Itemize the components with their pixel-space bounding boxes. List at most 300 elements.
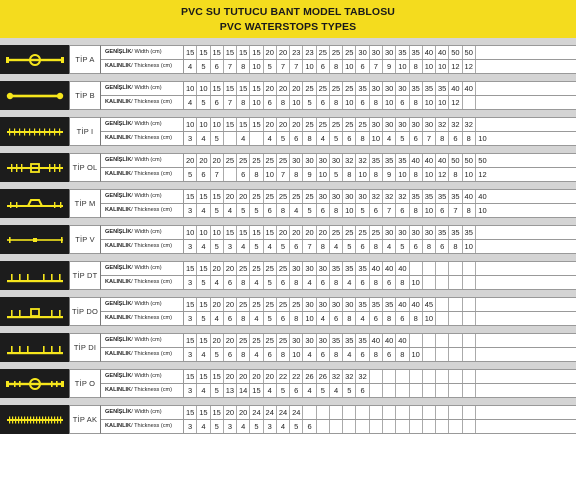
table-cell: 20 <box>224 406 237 419</box>
type-name: TİP A <box>69 45 101 74</box>
table-cell: 15 <box>197 370 210 383</box>
table-cell: 15 <box>224 46 237 59</box>
table-cell: 35 <box>343 334 356 347</box>
table-cell: 35 <box>370 154 383 167</box>
table-cell: 50 <box>463 46 476 59</box>
width-row-label <box>101 370 184 383</box>
table-cell: 8 <box>423 240 436 254</box>
table-cell: 6 <box>237 168 250 182</box>
table-cell: 6 <box>290 240 303 254</box>
table-cell <box>463 298 476 311</box>
table-cell: 3 <box>184 204 197 218</box>
table-cell <box>476 334 489 347</box>
table-cell: 15 <box>197 46 210 59</box>
row-separator <box>0 290 576 297</box>
table-cell: 25 <box>277 154 290 167</box>
width-row-label <box>101 262 184 275</box>
table-cell: 6 <box>264 204 277 218</box>
table-cell: 32 <box>383 190 396 203</box>
table-cell <box>396 420 409 434</box>
table-cell: 15 <box>250 46 263 59</box>
table-cell: 30 <box>396 118 409 131</box>
table-cell: 10 <box>410 276 423 290</box>
thickness-row <box>101 276 576 291</box>
table-cell: 6 <box>264 348 277 362</box>
table-cell: 15 <box>250 118 263 131</box>
table-cell: 15 <box>184 406 197 419</box>
table-cell: 10 <box>383 96 396 110</box>
multi-rib-profile-icon <box>4 410 66 430</box>
table-cell: 5 <box>197 60 210 74</box>
table-cell: 25 <box>330 118 343 131</box>
table-cell: 8 <box>237 60 250 74</box>
table-cell: 10 <box>423 204 436 218</box>
table-cell: 30 <box>303 154 316 167</box>
table-cell: 3 <box>184 240 197 254</box>
table-cell: 20 <box>290 118 303 131</box>
table-cell: 35 <box>343 262 356 275</box>
table-cell: 25 <box>303 82 316 95</box>
width-row-label <box>101 118 184 131</box>
table-cell: 50 <box>478 155 487 165</box>
thickness-row-label-tr: KALINLIK <box>105 279 132 286</box>
table-cell: 40 <box>436 46 449 59</box>
table-cell: 6 <box>410 132 423 146</box>
table-cell: 25 <box>264 262 277 275</box>
table-cell <box>370 420 383 434</box>
width-row-label-en: / Width (cm) <box>131 157 162 164</box>
thickness-row-label-en: / Thickness (cm) <box>131 279 173 286</box>
table-cell: 8 <box>330 276 343 290</box>
table-cell: 10 <box>356 168 369 182</box>
table-cell: 6 <box>211 60 224 74</box>
table-cell: 12 <box>449 96 462 110</box>
profile-image <box>0 405 69 434</box>
table-cell <box>224 168 237 182</box>
table-cell: 8 <box>303 132 316 146</box>
table-cell: 6 <box>330 312 343 326</box>
table-cell: 20 <box>211 334 224 347</box>
thickness-row <box>101 240 576 255</box>
waterstop-type-row <box>0 369 576 398</box>
table-cell: 8 <box>370 240 383 254</box>
table-cell: 35 <box>383 298 396 311</box>
table-cell <box>410 334 423 347</box>
table-cell: 5 <box>303 204 316 218</box>
table-cell: 30 <box>330 190 343 203</box>
table-cell: 40 <box>383 334 396 347</box>
table-cell: 25 <box>264 334 277 347</box>
external-center-profile-icon <box>4 302 66 322</box>
center-hump-profile-icon <box>4 194 66 214</box>
table-cell: 32 <box>463 118 476 131</box>
table-cell: 6 <box>396 96 409 110</box>
table-cell: 35 <box>410 46 423 59</box>
table-cell: 3 <box>184 276 197 290</box>
table-cell: 30 <box>317 154 330 167</box>
table-cell: 15 <box>197 334 210 347</box>
table-cell <box>436 276 449 290</box>
table-cell: 30 <box>303 262 316 275</box>
width-row-label-tr: GENİŞLİK <box>105 85 132 92</box>
width-row <box>101 81 576 96</box>
table-cell: 7 <box>423 132 436 146</box>
table-cell <box>436 384 449 398</box>
table-cell <box>476 46 489 59</box>
table-cell: 25 <box>343 46 356 59</box>
table-cell: 10 <box>410 348 423 362</box>
table-cell: 40 <box>423 46 436 59</box>
table-cell: 25 <box>237 334 250 347</box>
ribbed-profile-icon <box>4 122 66 142</box>
profile-image <box>0 225 69 254</box>
type-name: TİP DT <box>69 261 101 290</box>
table-cell: 26 <box>317 370 330 383</box>
table-cell: 24 <box>250 406 263 419</box>
table-cell: 40 <box>463 190 476 203</box>
table-cell: 40 <box>383 262 396 275</box>
table-cell: 35 <box>449 190 462 203</box>
table-cell <box>410 384 423 398</box>
table-cell: 30 <box>290 154 303 167</box>
width-row-label <box>101 46 184 59</box>
table-cell: 10 <box>197 226 210 239</box>
profile-image <box>0 333 69 362</box>
table-cell <box>476 312 489 326</box>
width-row <box>101 405 576 420</box>
table-cell: 25 <box>317 46 330 59</box>
table-cell: 40 <box>478 191 487 201</box>
table-cell: 23 <box>303 46 316 59</box>
table-cell <box>383 370 396 383</box>
table-cell: 8 <box>436 132 449 146</box>
table-cell <box>436 262 449 275</box>
table-cell <box>436 312 449 326</box>
table-cell: 4 <box>237 420 250 434</box>
waterstop-type-row <box>0 45 576 74</box>
thickness-row-label <box>101 60 184 74</box>
table-cell: 25 <box>290 298 303 311</box>
table-cell: 20 <box>264 118 277 131</box>
type-name: TİP O <box>69 369 101 398</box>
thickness-row-label <box>101 420 184 434</box>
center-bulb-dilation-profile-icon <box>4 230 66 250</box>
table-cell: 24 <box>277 406 290 419</box>
table-cell: 3 <box>224 240 237 254</box>
table-cell: 32 <box>396 190 409 203</box>
table-cell: 5 <box>211 420 224 434</box>
table-cell: 25 <box>224 154 237 167</box>
table-cell: 10 <box>317 168 330 182</box>
table-cell: 7 <box>277 60 290 74</box>
thickness-row-label-en: / Thickness (cm) <box>131 423 173 430</box>
thickness-row-label-en: / Thickness (cm) <box>131 171 173 178</box>
thickness-row-label <box>101 312 184 326</box>
table-cell: 4 <box>250 312 263 326</box>
table-cell: 6 <box>317 60 330 74</box>
table-cell: 15 <box>197 190 210 203</box>
table-cell: 10 <box>436 96 449 110</box>
table-cell: 15 <box>237 226 250 239</box>
profile-image <box>0 369 69 398</box>
external-ribbed-small-profile-icon <box>4 338 66 358</box>
table-cell <box>423 334 436 347</box>
table-cell: 6 <box>317 204 330 218</box>
table-cell: 30 <box>396 226 409 239</box>
width-row-label-en: / Width (cm) <box>131 301 162 308</box>
table-cell <box>449 276 462 290</box>
table-cell <box>476 348 489 362</box>
profile-image <box>0 81 69 110</box>
table-cell: 25 <box>250 334 263 347</box>
table-cell: 20 <box>264 46 277 59</box>
thickness-row-label-tr: KALINLIK <box>105 99 132 106</box>
table-cell: 4 <box>211 276 224 290</box>
thickness-row <box>101 420 576 435</box>
table-cell: 4 <box>197 132 210 146</box>
table-cell: 40 <box>396 262 409 275</box>
table-cell <box>463 96 476 110</box>
table-cell: 4 <box>356 312 369 326</box>
table-cell: 4 <box>250 348 263 362</box>
table-cell: 8 <box>250 168 263 182</box>
table-cell: 6 <box>356 96 369 110</box>
table-cell: 6 <box>356 60 369 74</box>
table-cell: 10 <box>463 168 476 182</box>
width-row <box>101 369 576 384</box>
table-cell: 6 <box>317 96 330 110</box>
table-cell: 5 <box>396 132 409 146</box>
width-row <box>101 189 576 204</box>
table-cell: 4 <box>264 132 277 146</box>
table-cell <box>370 370 383 383</box>
table-cell: 15 <box>184 46 197 59</box>
table-cell <box>476 370 489 383</box>
table-cell: 25 <box>250 190 263 203</box>
table-cell: 35 <box>463 226 476 239</box>
width-row-label-en: / Width (cm) <box>131 337 162 344</box>
table-cell: 4 <box>303 348 316 362</box>
width-row-label-tr: GENİŞLİK <box>105 301 132 308</box>
table-cell: 8 <box>330 96 343 110</box>
table-cell <box>423 384 436 398</box>
table-cell: 20 <box>277 46 290 59</box>
table-cell <box>383 406 396 419</box>
width-row <box>101 333 576 348</box>
table-cell: 35 <box>436 226 449 239</box>
table-cell: 35 <box>410 82 423 95</box>
table-cell: 15 <box>237 82 250 95</box>
width-row-label-tr: GENİŞLİK <box>105 409 132 416</box>
table-cell <box>436 370 449 383</box>
table-cell: 20 <box>290 226 303 239</box>
bulb-center-ribbed-profile-icon <box>4 374 66 394</box>
thickness-row-label-tr: KALINLIK <box>105 63 132 70</box>
table-cell: 6 <box>370 312 383 326</box>
profile-image <box>0 45 69 74</box>
table-cell: 5 <box>197 276 210 290</box>
table-cell <box>436 298 449 311</box>
table-cell: 25 <box>343 226 356 239</box>
type-name: TİP M <box>69 189 101 218</box>
width-row-label <box>101 190 184 203</box>
table-cell: 10 <box>211 118 224 131</box>
thickness-row-label <box>101 348 184 362</box>
table-cell: 8 <box>290 276 303 290</box>
table-cell: 5 <box>211 204 224 218</box>
row-separator <box>0 254 576 261</box>
table-cell: 6 <box>317 276 330 290</box>
table-cell: 4 <box>184 60 197 74</box>
waterstop-type-row <box>0 225 576 254</box>
table-cell: 14 <box>237 384 250 398</box>
table-cell: 8 <box>343 168 356 182</box>
table-cell: 12 <box>463 60 476 74</box>
table-cell <box>410 420 423 434</box>
table-cell <box>370 406 383 419</box>
table-cell: 25 <box>303 118 316 131</box>
table-cell: 10 <box>290 96 303 110</box>
table-cell <box>410 262 423 275</box>
table-cell: 7 <box>211 168 224 182</box>
width-row <box>101 261 576 276</box>
table-cell: 8 <box>277 348 290 362</box>
table-cell: 15 <box>197 406 210 419</box>
table-cell: 6 <box>224 276 237 290</box>
table-cell: 5 <box>356 204 369 218</box>
table-cell: 5 <box>264 60 277 74</box>
table-cell: 15 <box>237 46 250 59</box>
waterstop-type-row <box>0 405 576 434</box>
table-cell <box>423 262 436 275</box>
table-cell: 6 <box>383 276 396 290</box>
table-cell: 4 <box>330 384 343 398</box>
table-cell: 15 <box>184 334 197 347</box>
table-cell: 10 <box>370 132 383 146</box>
table-cell: 32 <box>356 370 369 383</box>
table-cell: 6 <box>356 276 369 290</box>
table-cell: 25 <box>237 298 250 311</box>
table-cell <box>463 406 476 419</box>
external-ribbed-profile-icon <box>4 266 66 286</box>
table-cell <box>317 406 330 419</box>
table-cell: 10 <box>396 60 409 74</box>
table-cell: 6 <box>290 384 303 398</box>
table-cell: 30 <box>356 190 369 203</box>
table-cell: 5 <box>250 204 263 218</box>
table-cell: 15 <box>211 82 224 95</box>
width-row-label-tr: GENİŞLİK <box>105 265 132 272</box>
thickness-row-label-en: / Thickness (cm) <box>131 315 173 322</box>
table-cell: 8 <box>449 168 462 182</box>
thickness-row-label <box>101 204 184 218</box>
thickness-row-label-tr: KALINLIK <box>105 135 132 142</box>
table-cell: 45 <box>423 298 436 311</box>
thickness-row <box>101 348 576 363</box>
table-cell: 20 <box>277 226 290 239</box>
table-cell: 6 <box>356 240 369 254</box>
width-row-label <box>101 406 184 419</box>
table-cell: 6 <box>277 312 290 326</box>
thickness-row <box>101 132 576 147</box>
table-cell: 30 <box>290 334 303 347</box>
thickness-row-label-tr: KALINLIK <box>105 387 132 394</box>
table-cell: 25 <box>250 154 263 167</box>
thickness-row-label-tr: KALINLIK <box>105 243 132 250</box>
table-cell: 5 <box>250 240 263 254</box>
table-cell: 8 <box>396 348 409 362</box>
table-cell: 8 <box>237 312 250 326</box>
table-cell <box>476 262 489 275</box>
table-cell: 35 <box>396 46 409 59</box>
table-cell: 25 <box>250 262 263 275</box>
table-cell: 30 <box>343 190 356 203</box>
table-cell <box>463 370 476 383</box>
table-cell: 5 <box>330 132 343 146</box>
table-cell: 8 <box>317 240 330 254</box>
width-row-label-en: / Width (cm) <box>131 193 162 200</box>
table-cell: 10 <box>250 60 263 74</box>
table-cell: 8 <box>290 312 303 326</box>
table-cell: 10 <box>423 312 436 326</box>
table-cell: 35 <box>396 154 409 167</box>
table-cell: 40 <box>436 154 449 167</box>
table-cell: 20 <box>224 190 237 203</box>
table-cell <box>396 384 409 398</box>
table-cell: 32 <box>356 154 369 167</box>
table-cell: 8 <box>370 96 383 110</box>
table-cell: 7 <box>449 204 462 218</box>
table-cell <box>476 240 489 254</box>
width-row-label <box>101 298 184 311</box>
table-cell: 35 <box>330 334 343 347</box>
table-cell: 35 <box>356 262 369 275</box>
table-cell: 8 <box>290 168 303 182</box>
table-cell: 8 <box>277 204 290 218</box>
table-cell: 20 <box>250 370 263 383</box>
row-separator <box>0 110 576 117</box>
table-cell: 40 <box>410 154 423 167</box>
table-cell: 35 <box>356 82 369 95</box>
waterstop-type-row <box>0 261 576 290</box>
table-cell: 50 <box>449 154 462 167</box>
table-cell: 8 <box>463 132 476 146</box>
waterstop-type-row <box>0 153 576 182</box>
width-row-label-tr: GENİŞLİK <box>105 49 132 56</box>
table-cell <box>449 348 462 362</box>
thickness-row-label <box>101 276 184 290</box>
table-cell: 35 <box>449 226 462 239</box>
width-row-label-en: / Width (cm) <box>131 85 162 92</box>
type-name: TİP OL <box>69 153 101 182</box>
table-cell: 30 <box>290 262 303 275</box>
table-cell: 20 <box>237 406 250 419</box>
table-cell: 12 <box>449 60 462 74</box>
table-cell: 4 <box>290 204 303 218</box>
table-cell: 20 <box>264 370 277 383</box>
width-row-label-en: / Width (cm) <box>131 373 162 380</box>
row-separator <box>0 398 576 405</box>
width-row-label-tr: GENİŞLİK <box>105 157 132 164</box>
table-cell: 35 <box>356 334 369 347</box>
table-cell: 6 <box>356 348 369 362</box>
table-cell <box>330 420 343 434</box>
table-cell <box>396 406 409 419</box>
profile-image <box>0 117 69 146</box>
table-cell: 32 <box>330 370 343 383</box>
table-cell: 8 <box>356 132 369 146</box>
table-cell: 15 <box>224 82 237 95</box>
